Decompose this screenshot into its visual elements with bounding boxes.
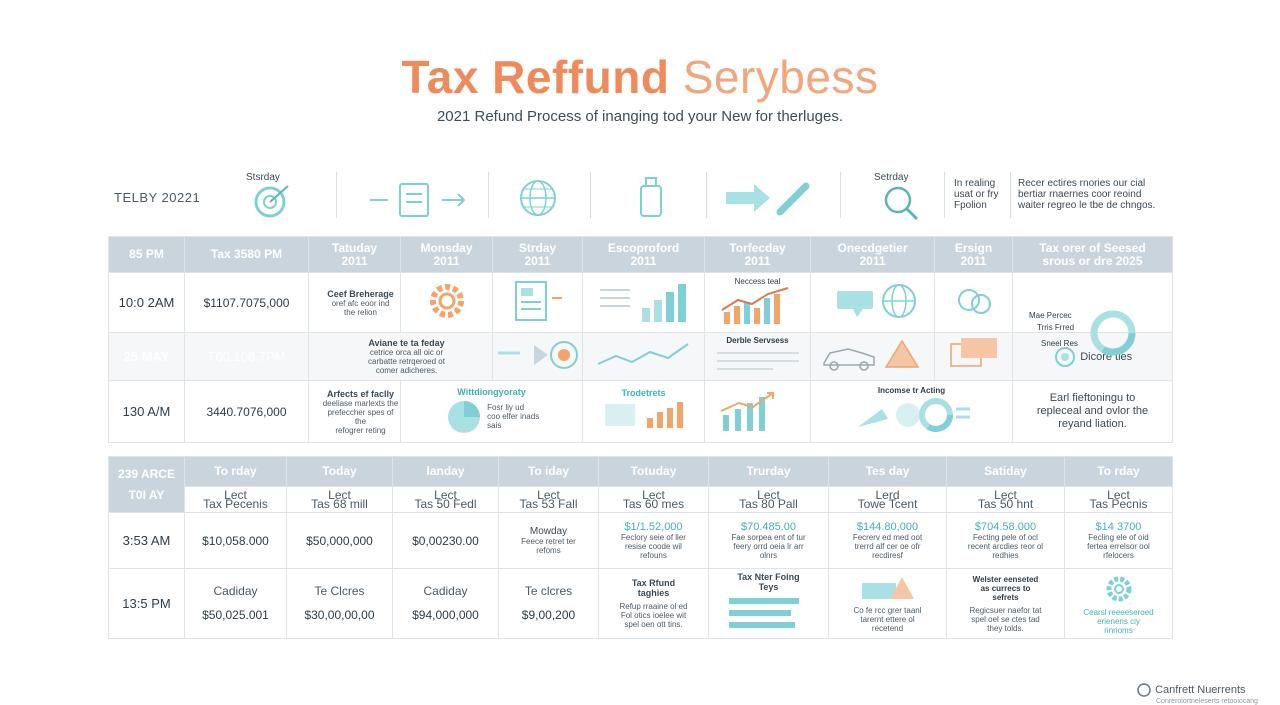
table-header-row (109, 457, 1173, 487)
card-title: Wittdiongyoraty (457, 386, 526, 397)
income-chart-icon (852, 395, 972, 435)
column-header: Totuday (599, 457, 709, 487)
amount-label: Te clcres (524, 583, 573, 598)
rising-bars-icon (713, 385, 803, 435)
row-description (309, 381, 401, 443)
row-time: 13:5 PM (109, 569, 185, 639)
column-header: landay (393, 457, 499, 487)
gear-icon (424, 278, 470, 324)
table-row (109, 513, 1173, 569)
column-header: Torfecday 2011 (705, 237, 811, 273)
info-title: Tax Rfund taghies (631, 578, 676, 598)
corner-header (109, 457, 185, 513)
strip-divider (840, 172, 841, 218)
icon-strip (108, 168, 1172, 224)
line-chart-icon (594, 336, 694, 374)
card-text: Fosr liy ud coo elfer inads sais (487, 403, 540, 430)
coin-icon (1053, 345, 1077, 369)
description-text: cetrice orca all oic or carbatte retrqeroed ot comer adicheres. (368, 348, 445, 375)
pie-legend-2: Trris Frred (1037, 322, 1075, 332)
amount-cell (499, 569, 599, 639)
row-amount: 3440.7076,000 (185, 381, 309, 443)
arrow-pen-icon (724, 178, 816, 218)
gear-icon (1103, 573, 1135, 605)
column-subheader: Lect Tas 80 Pall (709, 487, 829, 513)
column-header: Onecdgetier 2011 (811, 237, 935, 273)
amount-cell: $0,00230.00 (393, 513, 499, 569)
pie-legend-3: Sneel Res (1041, 338, 1078, 348)
column-header: To rday (1065, 457, 1173, 487)
amount-cell: $10,058.000 (185, 513, 287, 569)
income-card (811, 381, 1013, 443)
refund-text: Feclory seie of ller resise coode wil refouns (621, 533, 686, 560)
pie-legend-1: Mae Percec (1029, 310, 1072, 320)
bar-chart-icon (594, 278, 694, 324)
progress-cell (709, 569, 829, 639)
clipboard-icon (366, 178, 470, 220)
row-amount: $1107.7075,000 (185, 273, 309, 333)
brand-name: Canfrett Nuerrents (1155, 683, 1246, 696)
amount-value: $50,025.001 (202, 607, 269, 622)
refund-text: Fecting pele of ocl recent arcdies reor ol redhies (967, 533, 1044, 560)
strip-divider (336, 172, 337, 218)
row-description (309, 333, 493, 381)
description-title: Arfects ef faclly (326, 388, 395, 399)
gear-cell (401, 273, 493, 333)
amount-cell: $50,000,000 (287, 513, 393, 569)
table-subheader-row (109, 487, 1173, 513)
pie-chart-icon (444, 397, 484, 437)
strip-divider (1010, 172, 1011, 218)
strip-divider (488, 172, 489, 218)
car-cell (811, 333, 935, 381)
amount-label: Cadiday (213, 583, 258, 598)
bottle-icon (638, 176, 664, 218)
info-cell (599, 569, 709, 639)
info-cell (829, 569, 947, 639)
column-subheader: Lect Tas 50 hnt (947, 487, 1065, 513)
growth-chart-icon (718, 286, 798, 326)
column-header: To iday (499, 457, 599, 487)
strip-note-1: In realing usat or fry Fpolion (954, 178, 999, 211)
info-cell (947, 569, 1065, 639)
bar-chart-cell (583, 273, 705, 333)
row-time: 10:0 2AM (109, 273, 185, 333)
play-icon (498, 335, 578, 375)
cloud-cell (935, 273, 1013, 333)
corner-bottom: T0I AY (128, 487, 165, 502)
column-subheader: Lect Tax Pecenis (185, 487, 287, 513)
refund-cell (829, 513, 947, 569)
document-cell (493, 273, 583, 333)
rising-bars-cell (705, 381, 811, 443)
strip-divider (706, 172, 707, 218)
card-title: Trodetrets (621, 388, 666, 398)
gear-info-cell (1065, 569, 1173, 639)
amount-cell (393, 569, 499, 639)
row-time: 130 A/M (109, 381, 185, 443)
services-caption: Derble Servsess (726, 335, 789, 345)
refund-amount: $14 3700 (1095, 521, 1142, 533)
column-subheader: Lect Tas 60 mes (599, 487, 709, 513)
refund-text: Fecling ele of oid fertea errelsor ool rfelocers (1087, 533, 1150, 560)
info-text: Refup rraaine ol ed Fol otics ioelee wit spel oen ott tins. (619, 602, 688, 629)
refund-amount: $70.485.00 (740, 521, 797, 533)
play-cell (493, 333, 583, 381)
map-chart-icon (599, 398, 689, 432)
row-amount: T60,108.7PM (185, 333, 309, 381)
table-row (109, 333, 1173, 381)
column-header: Trurday (709, 457, 829, 487)
amount-cell (287, 569, 393, 639)
column-subheader: Lect Tas 68 mill (287, 487, 393, 513)
card-title: Incomse tr Acting (877, 385, 946, 395)
donut-chart-icon (1087, 307, 1139, 359)
info-text: Regicsuer naefor tat spel oel se ctes tad they tolds. (969, 605, 1042, 633)
page-subtitle: 2021 Refund Process of inanging tod your New for therluges. (436, 108, 844, 125)
column-header: Strday 2011 (493, 237, 583, 273)
globe-icon (518, 178, 558, 218)
amount-label: Te Clcres (314, 583, 365, 598)
amount-label: Cadiday (423, 583, 468, 598)
refund-amount: $144.80,000 (856, 521, 919, 533)
description-text: oref afc eoor ind the relion (331, 298, 390, 317)
refund-cell (599, 513, 709, 569)
strip-caption-right: Setrday (874, 172, 909, 183)
column-subheader: Lect Tas 53 Fall (499, 487, 599, 513)
column-subheader: Lect Tas 50 Fedl (393, 487, 499, 513)
title-part2: Serybess (682, 51, 879, 103)
car-icon (818, 335, 928, 375)
day-label: Mowday (529, 525, 568, 537)
description-title: Aviane te ta feday (368, 338, 445, 348)
column-header: Tax orer of Seesed srous or dre 2025 (1013, 237, 1173, 273)
line-chart-cell (583, 333, 705, 381)
strip-note-2: Recer ectires rnories our cial bertiar rnaernes coor reoind waiter regreo le tbe de chngos. (1018, 178, 1156, 211)
column-header: 85 PM (109, 237, 185, 273)
card-icon (947, 336, 1001, 374)
trends-card (583, 381, 705, 443)
progress-bars-icon (719, 592, 819, 632)
conclusion-text: Earl fieftoningu to repleceal and ovlor the reyand liation. (1036, 392, 1149, 430)
amount-value: $9,00,200 (521, 607, 576, 622)
strip-label: TELBY 20221 (114, 190, 201, 205)
coin-label: Dicore tles (1080, 350, 1133, 363)
description-title: Ceef Breherage (327, 288, 394, 299)
card-cell (935, 333, 1013, 381)
column-header: Ersign 2011 (935, 237, 1013, 273)
brand-tagline: Conrerolortneleserts retooiocang (1156, 698, 1258, 705)
schedule-table-bottom (108, 456, 1173, 639)
strip-divider (590, 172, 591, 218)
refund-text: Fae sorpea ent of tur feery orrd oeia lr arr olnrs (731, 533, 806, 560)
info-title: Tax Nter Foing Teys (737, 572, 800, 592)
table-row (109, 381, 1173, 443)
text-lines-icon (713, 345, 803, 375)
services-cell (705, 333, 811, 381)
refund-cell (709, 513, 829, 569)
table-row (109, 273, 1173, 333)
chart-caption: Neccess teal (734, 276, 781, 286)
corner-top: 239 ARCE (118, 466, 175, 481)
row-description (309, 273, 401, 333)
target-icon (248, 182, 294, 220)
column-header: Monsday 2011 (401, 237, 493, 273)
conclusion-cell (1013, 381, 1173, 443)
amount-cell (185, 569, 287, 639)
info-text: Co fe rcc grer taanl tarernt ettere ol recetend (853, 605, 922, 633)
refund-amount: $1/1.52,000 (624, 521, 683, 533)
column-header: Tes day (829, 457, 947, 487)
column-header: To rday (185, 457, 287, 487)
day-text: Feece retret ter refoms (521, 536, 576, 555)
schedule-table-top (108, 236, 1173, 443)
column-subheader: Lect Tas Pecnis (1065, 487, 1173, 513)
column-subheader: Lerd Towe Tcent (829, 487, 947, 513)
page-title (0, 50, 1280, 104)
amount-value: $30,00,00,00 (304, 607, 375, 622)
magnifier-icon (882, 184, 920, 222)
footer-brand (1136, 682, 1258, 705)
table-row (109, 569, 1173, 639)
description-text: deeliase marlexts the prefeccher spes of the refogrer reting (322, 398, 399, 435)
column-header: Tatuday 2011 (309, 237, 401, 273)
withholding-card (401, 381, 583, 443)
chat-globe-icon (823, 279, 923, 323)
brand-logo-icon (1136, 682, 1152, 698)
info-title: Welster eenseted as currecs to sefrets (972, 574, 1039, 602)
cloud-icon (951, 280, 997, 322)
refund-text: Fecrerv ed med oot trerrd alf cer oe ofr recdiresf (852, 533, 923, 560)
growth-chart-cell (705, 273, 811, 333)
chat-globe-cell (811, 273, 935, 333)
column-header: Escoproford 2011 (583, 237, 705, 273)
refund-cell (947, 513, 1065, 569)
document-icon (508, 278, 568, 324)
amount-value: $94,000,000 (412, 607, 479, 622)
column-header: Satiday (947, 457, 1065, 487)
table-header-row (109, 237, 1173, 273)
pie-legend-cell (1013, 273, 1173, 348)
row-time: 3:53 AM (109, 513, 185, 569)
refund-amount: $704.58.000 (974, 521, 1037, 533)
column-header: Tax 3580 PM (185, 237, 309, 273)
strip-caption-left: Stsrday (246, 172, 280, 183)
info-text: Cearsl reeeeseroed erienens ciy rinrioms (1083, 607, 1154, 635)
column-header: Today (287, 457, 393, 487)
strip-divider (944, 172, 945, 218)
refund-cell (1065, 513, 1173, 569)
row-time: 25 MAY (109, 333, 185, 381)
title-part1: Tax Reffund (401, 51, 670, 103)
chart-warning-icon (858, 575, 918, 603)
day-cell (499, 513, 599, 569)
